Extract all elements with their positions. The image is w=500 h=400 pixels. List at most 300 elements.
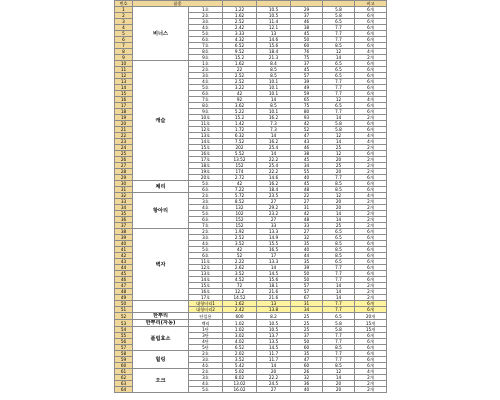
- value-cell: 3.62: [223, 103, 257, 109]
- value-cell: 5.8: [323, 7, 355, 13]
- value-cell: 6.52: [223, 345, 257, 351]
- size-code-cell: 16호: [189, 151, 223, 157]
- category-cell: 오크: [133, 369, 189, 393]
- size-code-cell: 3호: [189, 357, 223, 363]
- value-cell: 10.1: [257, 109, 291, 115]
- quantity-cell: 4개: [355, 133, 387, 139]
- row-number-cell: 8: [115, 49, 133, 55]
- value-cell: 5.72: [223, 193, 257, 199]
- value-cell: 14: [257, 133, 291, 139]
- quantity-cell: 2개: [355, 55, 387, 61]
- quantity-cell: 6개: [355, 345, 387, 351]
- row-number-cell: 62: [115, 375, 133, 381]
- size-code-cell: 3단: [189, 333, 223, 339]
- quantity-cell: 6개: [355, 259, 387, 265]
- table-row: [115, 313, 387, 320]
- row-number-cell: 22: [115, 133, 133, 139]
- value-cell: 1.02: [223, 320, 257, 327]
- quantity-cell: 6개: [355, 253, 387, 259]
- row-number-cell: 31: [115, 187, 133, 193]
- value-cell: 50: [291, 277, 323, 283]
- size-code-cell: 7호: [189, 223, 223, 229]
- value-cell: 13: [257, 31, 291, 37]
- value-cell: 16.5: [257, 247, 291, 253]
- size-code-cell: 2호: [189, 193, 223, 199]
- quantity-cell: 6개: [355, 67, 387, 73]
- value-cell: 5.22: [223, 109, 257, 115]
- value-cell: 50: [291, 339, 323, 345]
- size-code-cell: 13호: [189, 271, 223, 277]
- quantity-cell: 2개: [355, 375, 387, 381]
- value-cell: 27: [257, 199, 291, 205]
- value-cell: 1.02: [223, 327, 257, 333]
- value-cell: 9.52: [223, 49, 257, 55]
- value-cell: 14: [323, 295, 355, 301]
- value-cell: 14: [323, 115, 355, 121]
- size-code-cell: 14호: [189, 277, 223, 283]
- value-cell: 60: [291, 43, 323, 49]
- value-cell: 6.5: [323, 67, 355, 73]
- value-cell: 13.3: [257, 229, 291, 235]
- value-cell: 35: [291, 259, 323, 265]
- value-cell: 6.5: [323, 103, 355, 109]
- quantity-cell: 6개: [355, 247, 387, 253]
- value-cell: 39: [291, 79, 323, 85]
- value-cell: 23.2: [257, 211, 291, 217]
- value-cell: 7.7: [323, 277, 355, 283]
- size-code-cell: 14호: [189, 139, 223, 145]
- value-cell: 35: [291, 351, 323, 357]
- value-cell: 22.2: [257, 157, 291, 163]
- quantity-cell: 4개: [355, 139, 387, 145]
- value-cell: 6.32: [223, 133, 257, 139]
- value-cell: 13: [257, 301, 291, 307]
- value-cell: 34: [291, 307, 323, 313]
- value-cell: 18.1: [257, 283, 291, 289]
- row-number-cell: 50: [115, 301, 133, 307]
- value-cell: 48: [291, 187, 323, 193]
- value-cell: 45: [291, 157, 323, 163]
- size-code-cell: 4호: [189, 381, 223, 387]
- size-code-cell: 17호: [189, 295, 223, 301]
- value-cell: 7.7: [323, 339, 355, 345]
- value-cell: 13.52: [223, 157, 257, 163]
- value-cell: 12: [323, 49, 355, 55]
- category-cell: 플립효소: [133, 327, 189, 351]
- product-table: [114, 0, 387, 393]
- value-cell: 22: [291, 193, 323, 199]
- size-code-cell: 5호: [189, 31, 223, 37]
- size-code-cell: 9호: [189, 55, 223, 61]
- size-code-cell: 1단: [189, 327, 223, 333]
- row-number-cell: 60: [115, 363, 133, 369]
- value-cell: 12.2: [223, 289, 257, 295]
- size-code-cell: 6호: [189, 37, 223, 43]
- value-cell: 12: [323, 97, 355, 103]
- value-cell: 5.02: [223, 369, 257, 375]
- value-cell: 29: [291, 7, 323, 13]
- quantity-cell: 6개: [355, 241, 387, 247]
- row-number-cell: 34: [115, 205, 133, 211]
- quantity-cell: 6개: [355, 271, 387, 277]
- size-code-cell: 5호: [189, 247, 223, 253]
- value-cell: 14: [323, 55, 355, 61]
- row-number-cell: 41: [115, 247, 133, 253]
- quantity-cell: 6개: [355, 307, 387, 313]
- quantity-cell: 2개: [355, 381, 387, 387]
- value-cell: 6.5: [323, 229, 355, 235]
- size-code-cell: 11호: [189, 121, 223, 127]
- value-cell: 13.7: [257, 333, 291, 339]
- value-cell: 75: [291, 55, 323, 61]
- value-cell: 45: [291, 181, 323, 187]
- value-cell: 65: [291, 97, 323, 103]
- quantity-cell: 2개: [355, 387, 387, 393]
- row-number-cell: 58: [115, 351, 133, 357]
- value-cell: 7.52: [223, 139, 257, 145]
- value-cell: 72: [223, 283, 257, 289]
- size-code-cell: 3호: [189, 235, 223, 241]
- value-cell: 4.52: [223, 277, 257, 283]
- value-cell: 31: [291, 205, 323, 211]
- value-cell: 50: [291, 37, 323, 43]
- value-cell: 1.42: [223, 121, 257, 127]
- row-number-cell: 36: [115, 217, 133, 223]
- value-cell: 20: [323, 387, 355, 393]
- value-cell: 52: [291, 127, 323, 133]
- quantity-cell: 6개: [355, 187, 387, 193]
- value-cell: 32: [291, 375, 323, 381]
- value-cell: 2.42: [223, 307, 257, 313]
- row-number-cell: 35: [115, 211, 133, 217]
- value-cell: 202: [223, 145, 257, 151]
- value-cell: 5.8: [323, 13, 355, 19]
- category-cell: 한뿌리: [133, 313, 189, 320]
- value-cell: 16.2: [257, 139, 291, 145]
- quantity-cell: 2개: [355, 205, 387, 211]
- quantity-cell: 4개: [355, 97, 387, 103]
- value-cell: 5.8: [323, 127, 355, 133]
- size-code-cell: 5호: [189, 181, 223, 187]
- value-cell: 37: [291, 61, 323, 67]
- value-cell: 57: [291, 289, 323, 295]
- value-cell: 10.1: [257, 85, 291, 91]
- value-cell: 25.4: [257, 163, 291, 169]
- quantity-cell: 6개: [355, 265, 387, 271]
- row-number-cell: 13: [115, 79, 133, 85]
- row-number-cell: 9: [115, 55, 133, 61]
- value-cell: 25: [291, 313, 323, 320]
- value-cell: 46: [291, 19, 323, 25]
- header-cell: 번호: [115, 1, 133, 7]
- size-code-cell: 13호: [189, 133, 223, 139]
- size-code-cell: 대형터리2: [189, 307, 223, 313]
- size-code-cell: 19호: [189, 169, 223, 175]
- value-cell: 1.62: [223, 301, 257, 307]
- size-code-cell: 4호: [189, 25, 223, 31]
- row-number-cell: 30: [115, 181, 133, 187]
- value-cell: 20: [323, 169, 355, 175]
- value-cell: 1.62: [223, 13, 257, 19]
- value-cell: 93: [291, 115, 323, 121]
- size-code-cell: 16호: [189, 289, 223, 295]
- size-code-cell: 6호: [189, 217, 223, 223]
- quantity-cell: 6개: [355, 363, 387, 369]
- value-cell: 8.4: [257, 61, 291, 67]
- value-cell: 25: [323, 163, 355, 169]
- size-code-cell: 4호: [189, 205, 223, 211]
- row-number-cell: 49: [115, 295, 133, 301]
- row-number-cell: 52: [115, 313, 133, 320]
- value-cell: 60: [291, 345, 323, 351]
- value-cell: 67: [291, 295, 323, 301]
- quantity-cell: 6개: [355, 91, 387, 97]
- size-code-cell: 4단: [189, 339, 223, 345]
- value-cell: 18.4: [257, 187, 291, 193]
- value-cell: 38: [291, 25, 323, 31]
- size-code-cell: 7호: [189, 43, 223, 49]
- value-cell: 7.7: [323, 79, 355, 85]
- quantity-cell: 2개: [355, 295, 387, 301]
- quantity-cell: 6개: [355, 235, 387, 241]
- value-cell: 22.2: [257, 169, 291, 175]
- value-cell: 27: [257, 217, 291, 223]
- value-cell: 1.72: [223, 127, 257, 133]
- row-number-cell: 14: [115, 85, 133, 91]
- quantity-cell: 2개: [355, 223, 387, 229]
- quantity-cell: 6개: [355, 25, 387, 31]
- value-cell: 1.92: [223, 229, 257, 235]
- value-cell: 7.7: [323, 31, 355, 37]
- size-code-cell: 10호: [189, 115, 223, 121]
- size-code-cell: 5호: [189, 85, 223, 91]
- quantity-cell: 15개: [355, 327, 387, 333]
- size-code-cell: 3호: [189, 19, 223, 25]
- value-cell: 11.4: [257, 19, 291, 25]
- value-cell: 22: [223, 67, 257, 73]
- quantity-cell: 6개: [355, 7, 387, 13]
- size-code-cell: 1호: [189, 7, 223, 13]
- value-cell: 25: [323, 145, 355, 151]
- value-cell: 8.5: [323, 345, 355, 351]
- value-cell: 8.5: [323, 253, 355, 259]
- quantity-cell: 20개: [355, 313, 387, 320]
- value-cell: 16.02: [223, 387, 257, 393]
- quantity-cell: 2개: [355, 199, 387, 205]
- quantity-cell: 6개: [355, 339, 387, 345]
- row-number-cell: 25: [115, 151, 133, 157]
- value-cell: 14.5: [257, 345, 291, 351]
- quantity-cell: 6개: [355, 13, 387, 19]
- row-number-cell: 20: [115, 121, 133, 127]
- value-cell: 47: [291, 357, 323, 363]
- value-cell: 45: [291, 31, 323, 37]
- size-code-cell: 6호: [189, 253, 223, 259]
- value-cell: 42: [223, 91, 257, 97]
- value-cell: 7.7: [323, 271, 355, 277]
- category-cell: 캐슬: [133, 61, 189, 181]
- value-cell: 8.5: [323, 363, 355, 369]
- row-number-cell: 63: [115, 381, 133, 387]
- value-cell: 2.72: [223, 175, 257, 181]
- quantity-cell: 6개: [355, 79, 387, 85]
- quantity-cell: 6개: [355, 357, 387, 363]
- value-cell: 12.1: [257, 25, 291, 31]
- value-cell: 14.5: [257, 271, 291, 277]
- row-number-cell: 17: [115, 103, 133, 109]
- value-cell: 76: [291, 49, 323, 55]
- row-number-cell: 23: [115, 139, 133, 145]
- value-cell: 57: [291, 283, 323, 289]
- row-number-cell: 6: [115, 37, 133, 43]
- size-code-cell: 단일용: [189, 313, 223, 320]
- quantity-cell: 4개: [355, 369, 387, 375]
- size-code-cell: 2호: [189, 351, 223, 357]
- value-cell: 32: [291, 235, 323, 241]
- value-cell: 20: [323, 199, 355, 205]
- value-cell: 35: [291, 241, 323, 247]
- value-cell: 13.8: [257, 307, 291, 313]
- row-number-cell: 54: [115, 327, 133, 333]
- value-cell: 40: [291, 247, 323, 253]
- row-number-cell: 33: [115, 199, 133, 205]
- size-code-cell: 12호: [189, 265, 223, 271]
- quantity-cell: 6개: [355, 109, 387, 115]
- value-cell: 45: [291, 67, 323, 73]
- value-cell: 3.52: [223, 271, 257, 277]
- value-cell: 7.7: [323, 301, 355, 307]
- value-cell: 1.22: [223, 7, 257, 13]
- value-cell: 4.02: [223, 339, 257, 345]
- quantity-cell: 6개: [355, 73, 387, 79]
- value-cell: 5.52: [223, 151, 257, 157]
- value-cell: 43: [291, 139, 323, 145]
- value-cell: 5.8: [323, 121, 355, 127]
- quantity-cell: 2개: [355, 145, 387, 151]
- value-cell: 21.6: [257, 289, 291, 295]
- value-cell: 6.5: [323, 235, 355, 241]
- value-cell: 42: [291, 211, 323, 217]
- value-cell: 33: [257, 223, 291, 229]
- size-code-cell: 2호: [189, 67, 223, 73]
- value-cell: 7.7: [323, 351, 355, 357]
- row-number-cell: 2: [115, 13, 133, 19]
- value-cell: 7.3: [257, 121, 291, 127]
- table-row: [115, 320, 387, 327]
- quantity-cell: 2개: [355, 211, 387, 217]
- quantity-cell: 2개: [355, 217, 387, 223]
- value-cell: 7.7: [323, 91, 355, 97]
- size-code-cell: 2호: [189, 229, 223, 235]
- row-number-cell: 5: [115, 31, 133, 37]
- size-code-cell: 5호: [189, 211, 223, 217]
- row-number-cell: 24: [115, 145, 133, 151]
- row-number-cell: 51: [115, 307, 133, 313]
- value-cell: 14: [323, 139, 355, 145]
- value-cell: 4.32: [223, 37, 257, 43]
- quantity-cell: 15개: [355, 320, 387, 327]
- value-cell: 80: [291, 109, 323, 115]
- value-cell: 8.5: [257, 103, 291, 109]
- category-cell: 한뿌리(자동): [133, 320, 189, 327]
- quantity-cell: 6개: [355, 181, 387, 187]
- quantity-cell: 6개: [355, 85, 387, 91]
- row-number-cell: 16: [115, 97, 133, 103]
- row-number-cell: 18: [115, 109, 133, 115]
- category-cell: 비너스: [133, 7, 189, 61]
- value-cell: 31: [291, 301, 323, 307]
- value-cell: 25: [291, 327, 323, 333]
- quantity-cell: 6개: [355, 151, 387, 157]
- row-number-cell: 64: [115, 387, 133, 393]
- value-cell: 10.5: [257, 13, 291, 19]
- quantity-cell: 6개: [355, 351, 387, 357]
- size-code-cell: 백리: [189, 320, 223, 327]
- value-cell: 17: [257, 253, 291, 259]
- size-code-cell: 18호: [189, 163, 223, 169]
- value-cell: 50: [291, 271, 323, 277]
- size-code-cell: 1호: [189, 61, 223, 67]
- row-number-cell: 56: [115, 339, 133, 345]
- size-code-cell: 4호: [189, 241, 223, 247]
- value-cell: 15.6: [257, 43, 291, 49]
- row-number-cell: 15: [115, 91, 133, 97]
- value-cell: 14: [323, 217, 355, 223]
- row-number-cell: 53: [115, 320, 133, 327]
- value-cell: 8.52: [223, 199, 257, 205]
- row-number-cell: 45: [115, 271, 133, 277]
- size-code-cell: 3호: [189, 73, 223, 79]
- value-cell: 6.5: [323, 73, 355, 79]
- value-cell: 14: [323, 375, 355, 381]
- value-cell: 12: [323, 193, 355, 199]
- value-cell: 14.6: [257, 175, 291, 181]
- quantity-cell: 6개: [355, 229, 387, 235]
- size-code-cell: 9호: [189, 109, 223, 115]
- row-number-cell: 57: [115, 345, 133, 351]
- value-cell: 42: [223, 181, 257, 187]
- value-cell: 2.02: [223, 351, 257, 357]
- value-cell: 7.7: [323, 109, 355, 115]
- value-cell: 2.42: [223, 25, 257, 31]
- quantity-cell: 6개: [355, 19, 387, 25]
- size-code-cell: 8호: [189, 49, 223, 55]
- value-cell: 49: [291, 85, 323, 91]
- value-cell: 14: [257, 151, 291, 157]
- value-cell: 52: [223, 253, 257, 259]
- value-cell: 14: [257, 97, 291, 103]
- value-cell: 39: [291, 265, 323, 271]
- row-number-cell: 43: [115, 259, 133, 265]
- quantity-cell: 6개: [355, 277, 387, 283]
- value-cell: 3.52: [223, 241, 257, 247]
- value-cell: 10.5: [257, 7, 291, 13]
- value-cell: 2.22: [223, 259, 257, 265]
- value-cell: 25.4: [257, 145, 291, 151]
- quantity-cell: 6개: [355, 127, 387, 133]
- size-code-cell: 12호: [189, 127, 223, 133]
- value-cell: 42: [291, 121, 323, 127]
- value-cell: 8.5: [257, 73, 291, 79]
- value-cell: 10.5: [257, 327, 291, 333]
- value-cell: 6.5: [323, 313, 355, 320]
- value-cell: 2.62: [223, 265, 257, 271]
- value-cell: 10.5: [257, 320, 291, 327]
- table-body: [115, 7, 387, 393]
- value-cell: 3.33: [223, 31, 257, 37]
- value-cell: 20: [323, 381, 355, 387]
- value-cell: 8.2: [257, 313, 291, 320]
